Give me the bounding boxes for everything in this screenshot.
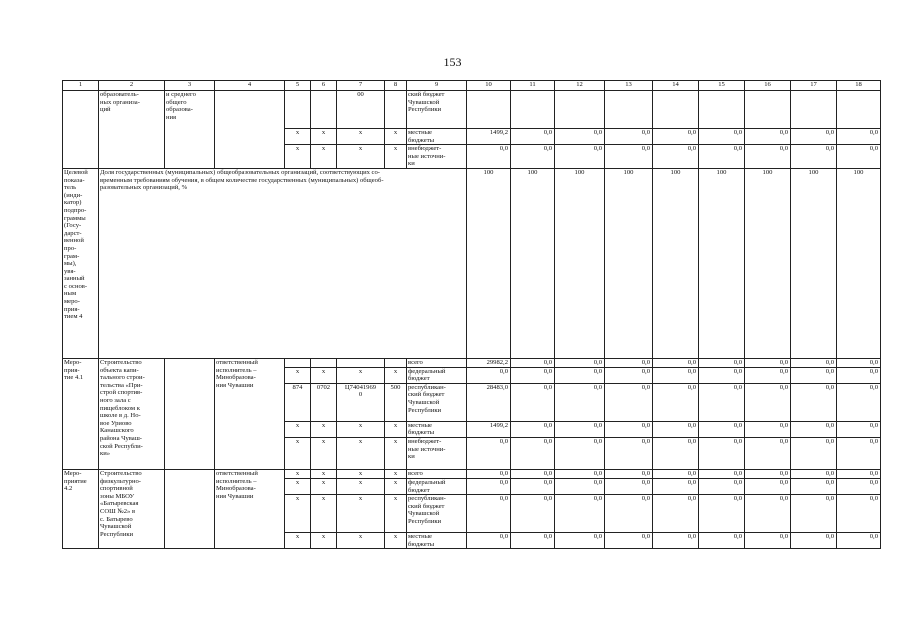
measure-4-2-kbk-c6: x [311, 533, 337, 549]
measure-4-1-r0-value-18: 0,0 [837, 358, 881, 367]
indicator-value-17: 100 [791, 168, 837, 358]
indicator-text: Доля государственных (муниципальных) общеобразовательных организаций, соответствующих со- временным требованиям обучения, в общем количестве государственных (муниципальных) общеоб- разовательных организаций, % [99, 168, 467, 358]
cont-r2-value-18: 0,0 [837, 129, 881, 145]
cont-r2-value-16: 0,0 [745, 129, 791, 145]
cont-r3-value-12: 0,0 [555, 145, 605, 169]
measure-4-1-r1-value-18: 0,0 [837, 367, 881, 383]
cont-r1-empty-18 [837, 91, 881, 129]
measure-4-2-r0-value-11: 0,0 [511, 469, 555, 478]
measure-4-2-r3-value-16: 0,0 [745, 533, 791, 549]
header-cell-2: 2 [99, 81, 165, 91]
cont-r2-value-14: 0,0 [653, 129, 699, 145]
measure-4-1-kbk-c6: x [311, 421, 337, 437]
measure-4-1-r2-value-13: 0,0 [605, 383, 653, 421]
table-row [63, 469, 881, 478]
indicator-value-16: 100 [745, 168, 791, 358]
kbk-c7: x [337, 145, 385, 169]
measure-4-1-funding-source: республикан- ский бюджет Чувашской Республики [407, 383, 467, 421]
measure-4-2-r3-value-14: 0,0 [653, 533, 699, 549]
header-cell-10: 10 [467, 81, 511, 91]
cont-r3-value-10: 0,0 [467, 145, 511, 169]
measure-4-2-r1-value-17: 0,0 [791, 478, 837, 494]
measure-4-1-name: Строительство объекта капи- тального строи- тельства «При- строй спортив- ного зала с пищеблоком к школе в д. Но- вое Уриово Канашского района Чуваш- ской Республи- ки» [99, 358, 165, 469]
cont-activity-name: образователь- ных организа- ций [99, 91, 165, 169]
measure-4-2-kbk-c7: x [337, 469, 385, 478]
measure-4-1-r3-value-17: 0,0 [791, 421, 837, 437]
measure-4-1-r2-value-12: 0,0 [555, 383, 605, 421]
measure-4-1-kbk-c6: 0702 [311, 383, 337, 421]
measure-4-1-kbk-c5: x [285, 367, 311, 383]
measure-4-1-r0-value-12: 0,0 [555, 358, 605, 367]
cont-r3-value-17: 0,0 [791, 145, 837, 169]
kbk-c5: x [285, 129, 311, 145]
cont-r3-value-16: 0,0 [745, 145, 791, 169]
kbk-c5: x [285, 145, 311, 169]
cont-r1-empty-14 [653, 91, 699, 129]
measure-4-2-r3-value-12: 0,0 [555, 533, 605, 549]
measure-4-2-kbk-c5: x [285, 495, 311, 533]
measure-4-2-r2-value-14: 0,0 [653, 495, 699, 533]
cont-source: ский бюджет Чувашской Республики [407, 91, 467, 129]
measure-4-2-r3-value-17: 0,0 [791, 533, 837, 549]
indicator-value-13: 100 [605, 168, 653, 358]
measure-4-1-funding-source: внебюджет- ные источни- ки [407, 437, 467, 469]
measure-4-1-kbk-c8 [385, 358, 407, 367]
measure-4-1-kbk-c5: x [285, 437, 311, 469]
indicator-value-11: 100 [511, 168, 555, 358]
measure-4-1-kbk-c8: 500 [385, 383, 407, 421]
indicator-value-10: 100 [467, 168, 511, 358]
measure-4-2-r2-value-13: 0,0 [605, 495, 653, 533]
measure-4-1-r4-value-12: 0,0 [555, 437, 605, 469]
measure-4-2-kbk-c5: x [285, 478, 311, 494]
kbk-c7: x [337, 129, 385, 145]
indicator-label: Целевой показа- тель (инди- катор) подпро- граммы (Госу- дарст- венной про- грам- мы), увя- занный с основ- ным меро- прия- тием 4 [63, 168, 99, 358]
measure-4-1-r3-value-16: 0,0 [745, 421, 791, 437]
header-cell-6: 6 [311, 81, 337, 91]
header-cell-3: 3 [165, 81, 215, 91]
measure-4-1-kbk-c8: x [385, 437, 407, 469]
measure-4-2-executor: ответственный исполнитель – Минобразова- ния Чувашии [215, 469, 285, 548]
measure-4-1-r1-value-12: 0,0 [555, 367, 605, 383]
measure-4-2-kbk-c7: x [337, 478, 385, 494]
measure-4-1-kbk-c6: x [311, 367, 337, 383]
indicator-value-12: 100 [555, 168, 605, 358]
cont-c8 [385, 91, 407, 129]
measure-4-2-funding-source: республикан- ский бюджет Чувашской Республики [407, 495, 467, 533]
header-cell-9: 9 [407, 81, 467, 91]
header-cell-7: 7 [337, 81, 385, 91]
measure-4-1-kbk-c8: x [385, 367, 407, 383]
indicator-row [63, 168, 881, 358]
page-number: 153 [443, 55, 462, 69]
measure-4-2-kbk-c6: x [311, 495, 337, 533]
cont-r3-value-11: 0,0 [511, 145, 555, 169]
measure-4-2-r0-value-16: 0,0 [745, 469, 791, 478]
measure-4-1-kbk-c7: x [337, 437, 385, 469]
measure-4-1-r0-value-13: 0,0 [605, 358, 653, 367]
measure-4-2-r1-value-16: 0,0 [745, 478, 791, 494]
measure-4-2-r1-value-11: 0,0 [511, 478, 555, 494]
measure-4-1-r1-value-13: 0,0 [605, 367, 653, 383]
measure-4-1-r3-value-18: 0,0 [837, 421, 881, 437]
measure-4-1-kbk-c6 [311, 358, 337, 367]
measure-4-2-kbk-c7: x [337, 495, 385, 533]
measure-4-1-r3-value-13: 0,0 [605, 421, 653, 437]
cont-r3-value-13: 0,0 [605, 145, 653, 169]
measure-4-2-r1-value-14: 0,0 [653, 478, 699, 494]
measure-4-1-r4-value-10: 0,0 [467, 437, 511, 469]
kbk-c6: x [311, 129, 337, 145]
measure-4-1-executor: ответственный исполнитель – Минобразова- ния Чувашии [215, 358, 285, 469]
measure-4-1-funding-source: местные бюджеты [407, 421, 467, 437]
measure-4-2-col3 [165, 469, 215, 548]
cont-r2-value-10: 1499,2 [467, 129, 511, 145]
measure-4-1-r0-value-17: 0,0 [791, 358, 837, 367]
measure-4-1-kbk-c5 [285, 358, 311, 367]
header-cell-1: 1 [63, 81, 99, 91]
measure-4-2-r0-value-13: 0,0 [605, 469, 653, 478]
cont-r2-value-13: 0,0 [605, 129, 653, 145]
header-cell-16: 16 [745, 81, 791, 91]
measure-4-2-r1-value-13: 0,0 [605, 478, 653, 494]
cont-r1-empty-11 [511, 91, 555, 129]
column-number-row [63, 81, 881, 91]
measure-4-2-r0-value-14: 0,0 [653, 469, 699, 478]
measure-4-2-kbk-c8: x [385, 478, 407, 494]
header-cell-13: 13 [605, 81, 653, 91]
cont-r1-empty-13 [605, 91, 653, 129]
cont-r3-value-18: 0,0 [837, 145, 881, 169]
measure-4-2-r2-value-10: 0,0 [467, 495, 511, 533]
measure-4-1-r2-value-10: 28483,0 [467, 383, 511, 421]
measure-4-2-label: Меро- приятие 4.2 [63, 469, 99, 548]
measure-4-1-kbk-c6: x [311, 437, 337, 469]
cont-r1-empty-15 [699, 91, 745, 129]
measure-4-2-r0-value-18: 0,0 [837, 469, 881, 478]
cont-r2-value-15: 0,0 [699, 129, 745, 145]
indicator-value-14: 100 [653, 168, 699, 358]
measure-4-1-r2-value-14: 0,0 [653, 383, 699, 421]
measure-4-2-r2-value-11: 0,0 [511, 495, 555, 533]
measure-4-1-r2-value-11: 0,0 [511, 383, 555, 421]
header-cell-14: 14 [653, 81, 699, 91]
measure-4-2-r2-value-18: 0,0 [837, 495, 881, 533]
measure-4-2-r1-value-15: 0,0 [699, 478, 745, 494]
measure-4-1-r0-value-16: 0,0 [745, 358, 791, 367]
measure-4-2-r0-value-10: 0,0 [467, 469, 511, 478]
measure-4-2-r1-value-10: 0,0 [467, 478, 511, 494]
cont-r1-empty-12 [555, 91, 605, 129]
cont-c6 [311, 91, 337, 129]
measure-4-2-r3-value-10: 0,0 [467, 533, 511, 549]
header-cell-4: 4 [215, 81, 285, 91]
cont-r2-value-11: 0,0 [511, 129, 555, 145]
measure-4-2-r0-value-15: 0,0 [699, 469, 745, 478]
measure-4-1-label: Меро- прия- тие 4.1 [63, 358, 99, 469]
measure-4-2-r0-value-17: 0,0 [791, 469, 837, 478]
cont-c7: 00 [337, 91, 385, 129]
table-row [63, 358, 881, 367]
indicator-value-18: 100 [837, 168, 881, 358]
measure-4-2-r2-value-15: 0,0 [699, 495, 745, 533]
table-row [63, 91, 881, 129]
header-cell-5: 5 [285, 81, 311, 91]
cont-r3-value-15: 0,0 [699, 145, 745, 169]
measure-4-1-kbk-c7 [337, 358, 385, 367]
measure-4-1-kbk-c8: x [385, 421, 407, 437]
measure-4-1-r2-value-16: 0,0 [745, 383, 791, 421]
measure-4-2-r2-value-12: 0,0 [555, 495, 605, 533]
measure-4-1-r4-value-13: 0,0 [605, 437, 653, 469]
measure-4-1-r0-value-11: 0,0 [511, 358, 555, 367]
measure-4-1-r1-value-16: 0,0 [745, 367, 791, 383]
measure-4-1-r3-value-12: 0,0 [555, 421, 605, 437]
measure-4-1-r4-value-15: 0,0 [699, 437, 745, 469]
measure-4-1-r4-value-11: 0,0 [511, 437, 555, 469]
measure-4-2-kbk-c6: x [311, 478, 337, 494]
cont-executor [215, 91, 285, 169]
measure-4-1-r0-value-14: 0,0 [653, 358, 699, 367]
kbk-c8: x [385, 129, 407, 145]
budget-table [62, 80, 881, 549]
measure-4-2-r1-value-12: 0,0 [555, 478, 605, 494]
measure-4-2-kbk-c8: x [385, 469, 407, 478]
cont-r3-value-14: 0,0 [653, 145, 699, 169]
cont-r1-empty-17 [791, 91, 837, 129]
measure-4-2-r3-value-13: 0,0 [605, 533, 653, 549]
header-cell-12: 12 [555, 81, 605, 91]
measure-4-1-r3-value-10: 1499,2 [467, 421, 511, 437]
measure-4-1-r3-value-15: 0,0 [699, 421, 745, 437]
cont-r2-value-17: 0,0 [791, 129, 837, 145]
measure-4-2-r1-value-18: 0,0 [837, 478, 881, 494]
measure-4-1-r2-value-17: 0,0 [791, 383, 837, 421]
measure-4-1-r1-value-14: 0,0 [653, 367, 699, 383]
measure-4-1-r4-value-17: 0,0 [791, 437, 837, 469]
measure-4-1-r4-value-14: 0,0 [653, 437, 699, 469]
measure-4-1-r1-value-17: 0,0 [791, 367, 837, 383]
measure-4-2-r3-value-11: 0,0 [511, 533, 555, 549]
measure-4-2-r2-value-16: 0,0 [745, 495, 791, 533]
kbk-c8: x [385, 145, 407, 169]
measure-4-1-kbk-c7: x [337, 367, 385, 383]
measure-4-1-kbk-c5: x [285, 421, 311, 437]
measure-4-1-kbk-c5: 874 [285, 383, 311, 421]
measure-4-1-funding-source: федеральный бюджет [407, 367, 467, 383]
measure-4-1-kbk-c7: Ц74041969 0 [337, 383, 385, 421]
funding-source: внебюджет- ные источни- ки [407, 145, 467, 169]
measure-4-2-r2-value-17: 0,0 [791, 495, 837, 533]
measure-4-2-r3-value-18: 0,0 [837, 533, 881, 549]
measure-4-1-funding-source: всего [407, 358, 467, 367]
indicator-value-15: 100 [699, 168, 745, 358]
funding-source: местные бюджеты [407, 129, 467, 145]
kbk-c6: x [311, 145, 337, 169]
measure-4-2-kbk-c5: x [285, 533, 311, 549]
measure-4-1-col3 [165, 358, 215, 469]
measure-4-1-r4-value-16: 0,0 [745, 437, 791, 469]
measure-4-1-r3-value-14: 0,0 [653, 421, 699, 437]
measure-4-1-r0-value-10: 29982,2 [467, 358, 511, 367]
measure-4-1-r3-value-11: 0,0 [511, 421, 555, 437]
measure-4-2-kbk-c8: x [385, 495, 407, 533]
cont-r1-empty-10 [467, 91, 511, 129]
measure-4-2-funding-source: всего [407, 469, 467, 478]
measure-4-1-r2-value-15: 0,0 [699, 383, 745, 421]
measure-4-2-funding-source: местные бюджеты [407, 533, 467, 549]
measure-4-2-r0-value-12: 0,0 [555, 469, 605, 478]
measure-4-2-kbk-c8: x [385, 533, 407, 549]
header-cell-17: 17 [791, 81, 837, 91]
header-cell-15: 15 [699, 81, 745, 91]
measure-4-2-name: Строительство физкультурно- спортивной зоны МБОУ «Батыревская СОШ №2» в с. Батырево Чувашской Республики [99, 469, 165, 548]
cont-c5 [285, 91, 311, 129]
cont-r2-value-12: 0,0 [555, 129, 605, 145]
measure-4-2-r3-value-15: 0,0 [699, 533, 745, 549]
measure-4-2-kbk-c7: x [337, 533, 385, 549]
measure-4-1-r0-value-15: 0,0 [699, 358, 745, 367]
cont-col3: и среднего общего образова- ния [165, 91, 215, 169]
measure-4-1-r2-value-18: 0,0 [837, 383, 881, 421]
measure-4-1-r4-value-18: 0,0 [837, 437, 881, 469]
measure-4-1-r1-value-11: 0,0 [511, 367, 555, 383]
measure-4-1-kbk-c7: x [337, 421, 385, 437]
header-cell-18: 18 [837, 81, 881, 91]
cont-r1-empty-16 [745, 91, 791, 129]
measure-4-2-funding-source: федеральный бюджет [407, 478, 467, 494]
header-cell-8: 8 [385, 81, 407, 91]
measure-4-2-kbk-c5: x [285, 469, 311, 478]
header-cell-11: 11 [511, 81, 555, 91]
measure-4-2-kbk-c6: x [311, 469, 337, 478]
measure-4-1-r1-value-15: 0,0 [699, 367, 745, 383]
measure-4-1-r1-value-10: 0,0 [467, 367, 511, 383]
cont-col1 [63, 91, 99, 169]
